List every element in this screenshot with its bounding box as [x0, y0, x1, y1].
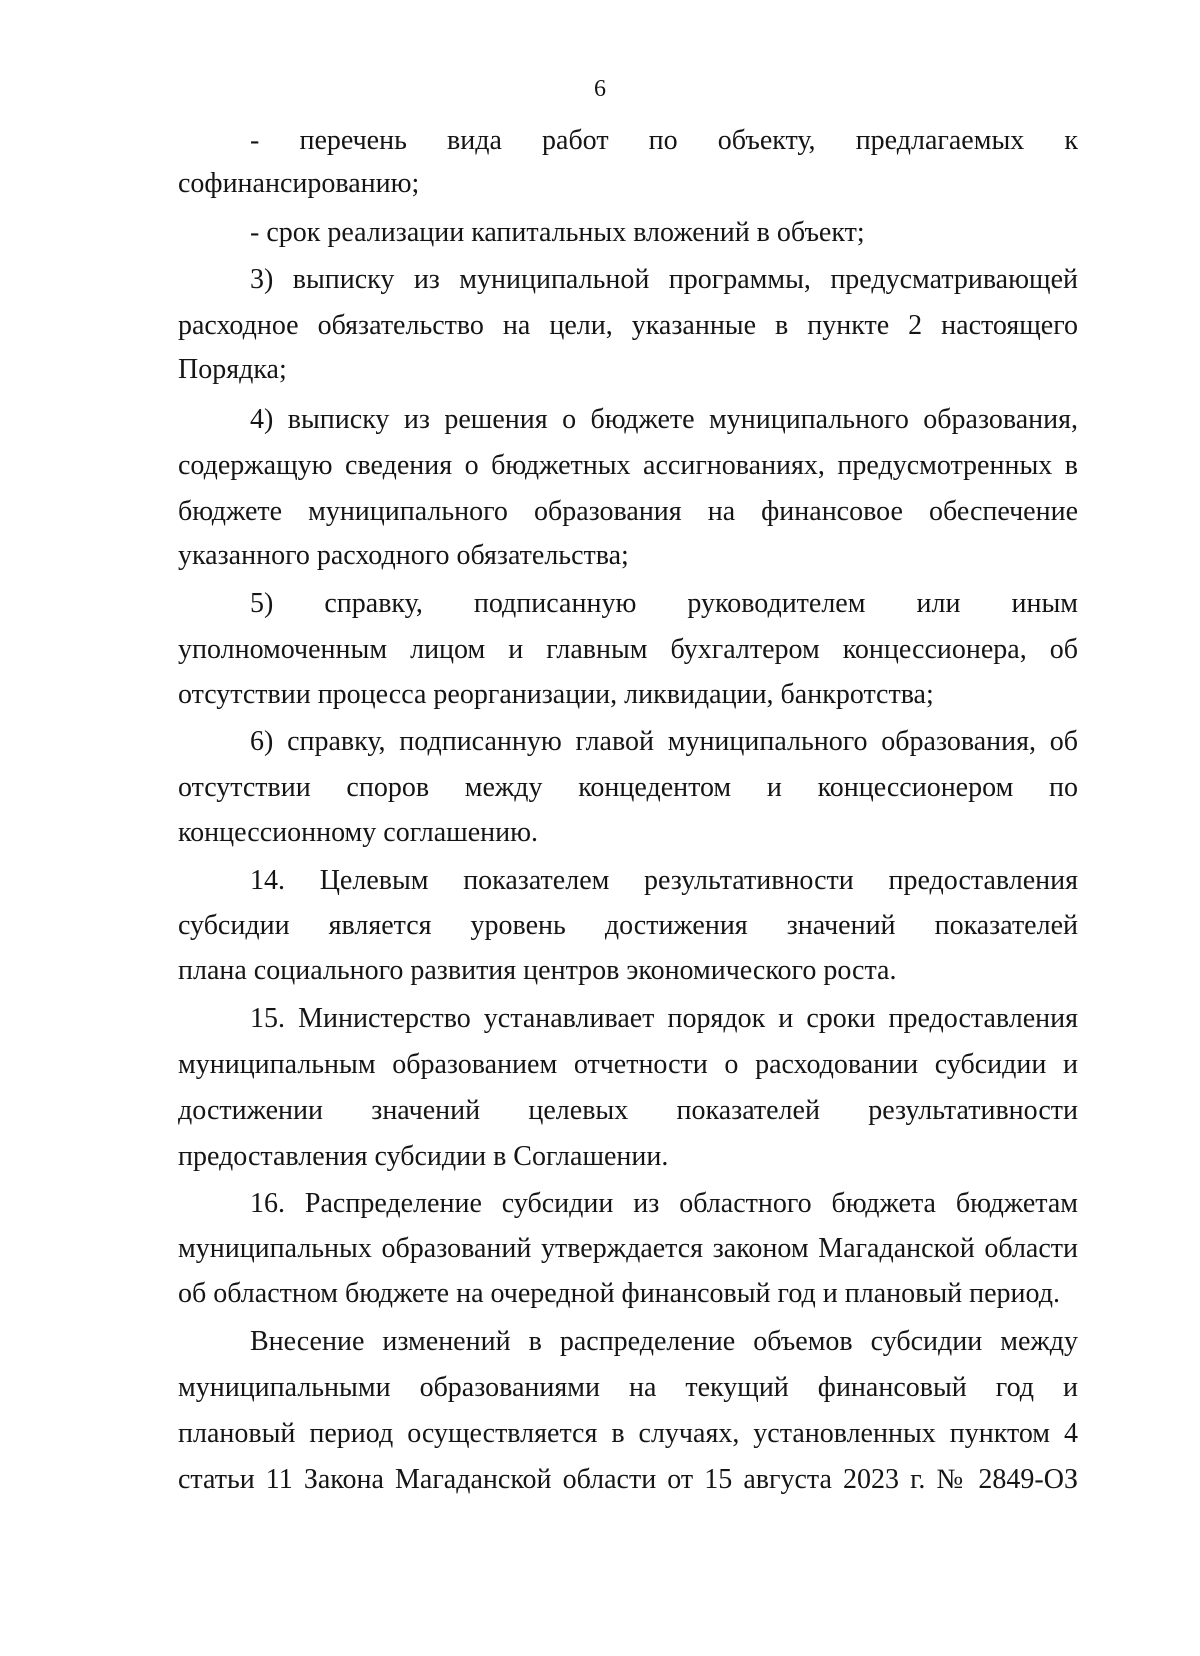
text-line: содержащую сведения о бюджетных ассигнованиях, предусмотренных в	[178, 450, 1078, 481]
text-line: отсутствии процесса реорганизации, ликвидации, банкротства;	[178, 679, 934, 710]
text-line: Внесение изменений в распределение объемов субсидии между	[250, 1326, 1078, 1357]
text-line: - перечень вида работ по объекту, предлагаемых к	[250, 125, 1078, 156]
text-line: предоставления субсидии в Соглашении.	[178, 1141, 669, 1172]
text-line: 15. Министерство устанавливает порядок и сроки предоставления	[250, 1003, 1078, 1034]
text-line: Порядка;	[178, 354, 287, 385]
text-line: уполномоченным лицом и главным бухгалтером концессионера, об	[178, 634, 1078, 665]
text-line: 14. Целевым показателем результативности предоставления	[250, 865, 1078, 896]
text-line: - срок реализации капитальных вложений в объект;	[250, 217, 865, 248]
text-line: муниципальными образованиями на текущий финансовый год и	[178, 1372, 1078, 1403]
text-line: муниципальных образований утверждается законом Магаданской области	[178, 1233, 1078, 1264]
text-line: об областном бюджете на очередной финансовый год и плановый период.	[178, 1278, 1060, 1309]
text-line: указанного расходного обязательства;	[178, 540, 629, 571]
text-line: муниципальным образованием отчетности о расходовании субсидии и	[178, 1049, 1078, 1080]
text-line: расходное обязательство на цели, указанные в пункте 2 настоящего	[178, 310, 1078, 341]
text-line: концессионному соглашению.	[178, 817, 539, 848]
text-line: 6) справку, подписанную главой муниципального образования, об	[250, 726, 1078, 757]
text-line: 16. Распределение субсидии из областного бюджета бюджетам	[250, 1188, 1078, 1219]
text-line: субсидии является уровень достижения значений показателей	[178, 910, 1078, 941]
text-line: отсутствии споров между концедентом и концессионером по	[178, 772, 1078, 803]
page-number: 6	[594, 76, 606, 102]
text-line: 4) выписку из решения о бюджете муниципального образования,	[250, 404, 1078, 435]
text-line: статьи 11 Закона Магаданской области от 15 августа 2023 г. № 2849-ОЗ	[178, 1464, 1078, 1495]
text-line: 3) выписку из муниципальной программы, предусматривающей	[250, 264, 1078, 295]
text-line: софинансированию;	[178, 168, 420, 199]
text-line: 5) справку, подписанную руководителем или иным	[250, 588, 1078, 619]
text-line: плановый период осуществляется в случаях, установленных пунктом 4	[178, 1418, 1078, 1449]
text-line: бюджете муниципального образования на финансовое обеспечение	[178, 496, 1078, 527]
text-line: плана социального развития центров экономического роста.	[178, 955, 897, 986]
text-line: достижении значений целевых показателей результативности	[178, 1095, 1078, 1126]
